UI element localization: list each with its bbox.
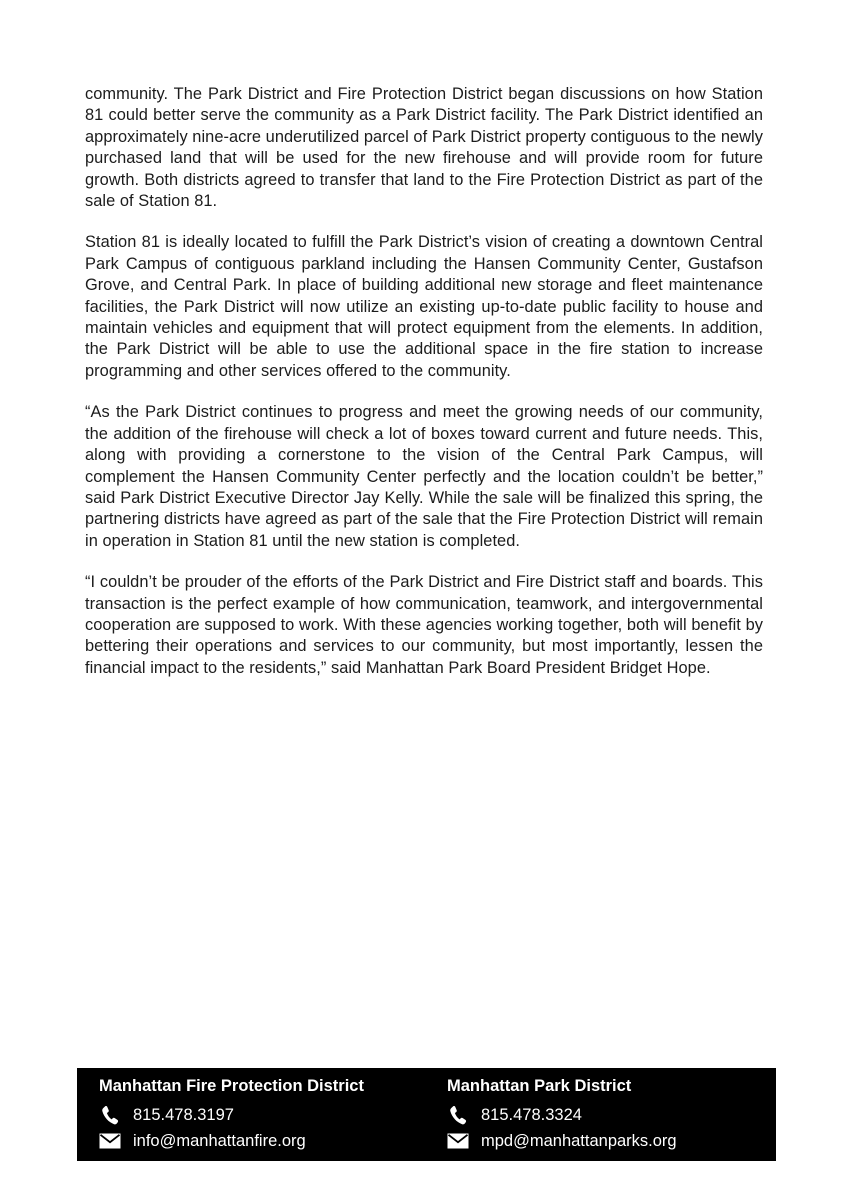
- park-district-phone: 815.478.3324: [481, 1106, 582, 1124]
- fire-district-phone: 815.478.3197: [133, 1106, 234, 1124]
- fire-district-email-line[interactable]: [99, 1130, 306, 1152]
- fire-district-phone-line[interactable]: [99, 1104, 234, 1126]
- park-district-email-line[interactable]: [447, 1130, 677, 1152]
- park-district-phone-line[interactable]: [447, 1104, 582, 1126]
- phone-icon: [447, 1105, 469, 1125]
- article-body: [85, 84, 763, 699]
- park-district-name: Manhattan Park District: [447, 1077, 632, 1095]
- envelope-icon: [447, 1131, 469, 1151]
- park-district-email: mpd@manhattanparks.org: [481, 1132, 677, 1150]
- envelope-icon: [99, 1131, 121, 1151]
- phone-icon: [99, 1105, 121, 1125]
- paragraph-land-transfer: community. The Park District and Fire Protection District began discussions on how Station 81 could better serve the community as a Park District facility. The Park District identified an approximately nine-acre underutilized parcel of Park District property contiguous to the newly purchased land that will be used for the new firehouse and will provide room for future growth. Both districts agreed to transfer that land to the Fire Protection District as part of the sale of Station 81.: [85, 85, 763, 211]
- fire-district-name: Manhattan Fire Protection District: [99, 1077, 364, 1095]
- paragraph-director-quote: “As the Park District continues to progress and meet the growing needs of our community, the addition of the firehouse will check a lot of boxes toward current and future needs. This, along with providing a cornerstone to the vision of the Central Park Campus, will complement the Hansen Community Center perfectly and the location couldn’t be better,” said Park District Executive Director Jay Kelly. While the sale will be finalized this spring, the partnering districts have agreed as part of the sale that the Fire Protection District will remain in operation in Station 81 until the new station is completed.: [85, 403, 763, 550]
- paragraph-board-president-quote: “I couldn’t be prouder of the efforts of the Park District and Fire District staff and boards. This transaction is the perfect example of how communication, teamwork, and intergovernmental cooperation are supposed to work. With these agencies working together, both will benefit by bettering their operations and services to our community, but most importantly, lessen the financial impact to the residents,” said Manhattan Park Board President Bridget Hope.: [85, 573, 763, 677]
- paragraph-central-park-campus: Station 81 is ideally located to fulfill the Park District’s vision of creating a downtown Central Park Campus of contiguous parkland including the Hansen Community Center, Gustafson Grove, and Central Park. In place of building additional new storage and fleet maintenance facilities, the Park District will now utilize an existing up-to-date public facility to house and maintain vehicles and equipment that will protect equipment from the elements. In addition, the Park District will be able to use the additional space in the fire station to increase programming and other services offered to the community.: [85, 233, 763, 380]
- contact-footer: [77, 1068, 776, 1161]
- fire-district-email: info@manhattanfire.org: [133, 1132, 306, 1150]
